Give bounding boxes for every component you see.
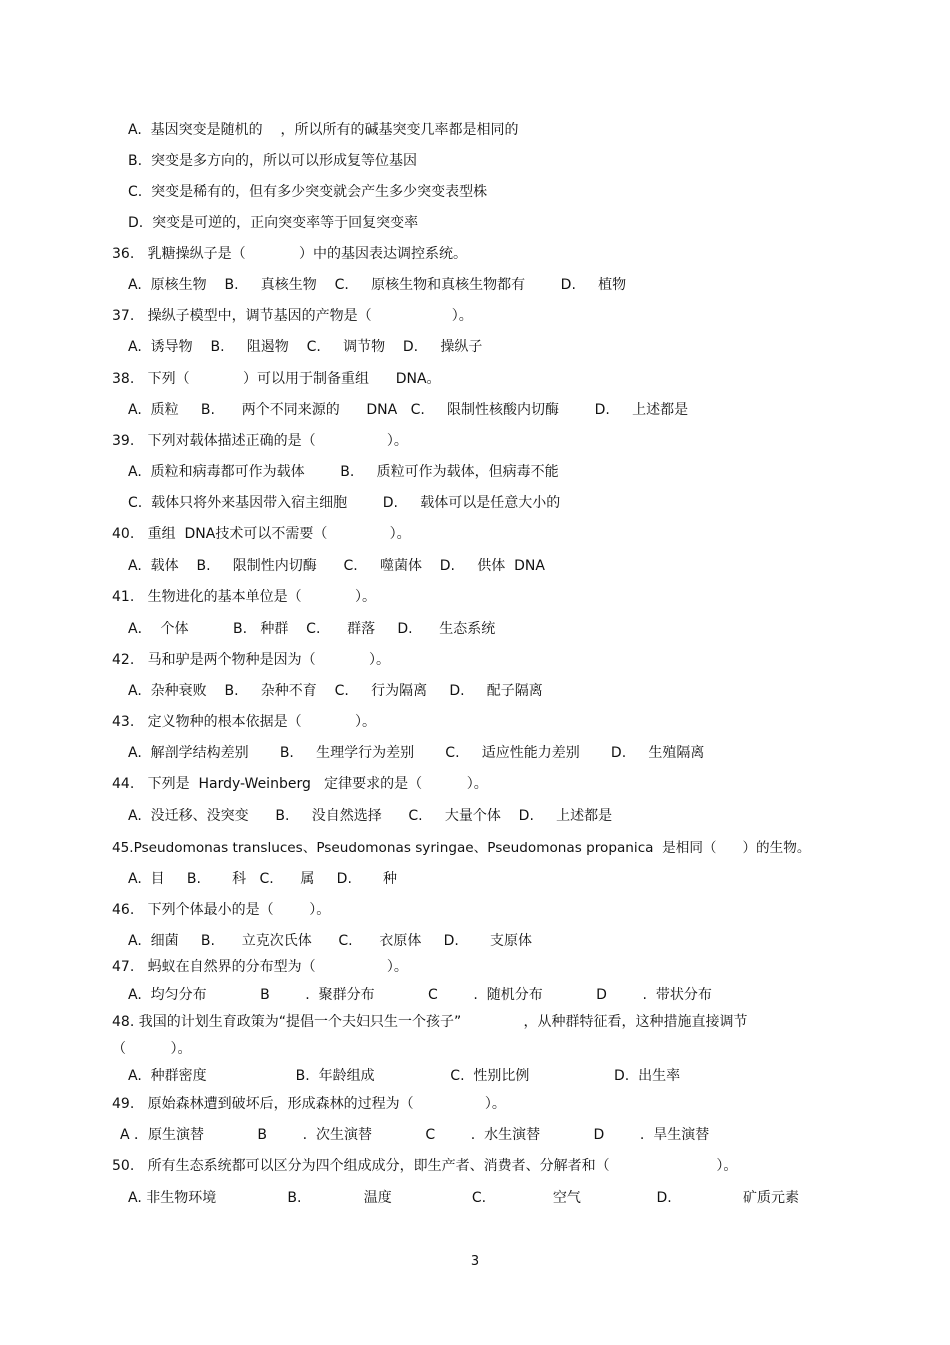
q35-option-b: B. 突变是多方向的，所以可以形成复等位基因 <box>128 153 417 169</box>
q39-options-ab: A. 质粒和病毒都可作为载体 B. 质粒可作为载体，但病毒不能 <box>128 464 559 480</box>
question-44: 44. 下列是 Hardy-Weinberg 定律要求的是（ ）。 <box>112 776 488 792</box>
question-48: 48. 我国的计划生育政策为“提倡一个夫妇只生一个孩子” ，从种群特征看，这种措施直接调节 <box>112 1014 748 1030</box>
q36-options: A. 原核生物 B. 真核生物 C. 原核生物和真核生物都有 D. 植物 <box>128 277 627 293</box>
page-number: 3 <box>470 1254 480 1269</box>
q35-option-c: C. 突变是稀有的，但有多少突变就会产生多少突变表型株 <box>128 184 488 200</box>
question-41: 41. 生物进化的基本单位是（ ）。 <box>112 589 377 605</box>
question-37: 37. 操纵子模型中，调节基因的产物是（ ）。 <box>112 308 473 324</box>
question-36: 36. 乳糖操纵子是（ ）中的基因表达调控系统。 <box>112 246 468 262</box>
q39-options-cd: C. 载体只将外来基因带入宿主细胞 D. 载体可以是任意大小的 <box>128 495 561 511</box>
question-46: 46. 下列个体最小的是（ ）。 <box>112 902 331 918</box>
question-43: 43. 定义物种的根本依据是（ ）。 <box>112 714 377 730</box>
question-49: 49. 原始森林遭到破坏后，形成森林的过程为（ ）。 <box>112 1096 506 1112</box>
q48-options: A. 种群密度 B. 年龄组成 C. 性别比例 D. 出生率 <box>128 1068 681 1084</box>
q49-options: A ．原生演替 B . 次生演替 C . 水生演替 D . 旱生演替 <box>120 1127 710 1143</box>
q50-options: A. 非生物环境 B. 温度 C. 空气 D. 矿质元素 <box>128 1190 799 1206</box>
question-50: 50. 所有生态系统都可以区分为四个组成成分，即生产者、消费者、分解者和（ ）。 <box>112 1158 738 1174</box>
question-45: 45.Pseudomonas transluces、Pseudomonas syringae、Pseudomonas propanica 是相同（ ）的生物。 <box>112 840 811 856</box>
q43-options: A. 解剖学结构差别 B. 生理学行为差别 C. 适应性能力差别 D. 生殖隔离 <box>128 745 705 761</box>
q35-option-a: A. 基因突变是随机的 ，所以所有的碱基突变几率都是相同的 <box>128 122 519 138</box>
q40-options: A. 载体 B. 限制性内切酶 C. 噬菌体 D. 供体 DNA <box>128 558 545 574</box>
q41-options: A． 个体 B. 种群 C. 群落 D. 生态系统 <box>128 621 496 637</box>
question-47: 47. 蚂蚁在自然界的分布型为（ ）。 <box>112 959 408 975</box>
q44-options: A. 没迁移、没突变 B. 没自然选择 C. 大量个体 D. 上述都是 <box>128 808 613 824</box>
q46-options: A. 细菌 B. 立克次氏体 C. 衣原体 D. 支原体 <box>128 933 532 949</box>
q35-option-d: D. 突变是可逆的，正向突变率等于回复突变率 <box>128 215 419 231</box>
q37-options: A. 诱导物 B. 阻遏物 C. 调节物 D. 操纵子 <box>128 339 483 355</box>
question-42: 42. 马和驴是两个物种是因为（ ）。 <box>112 652 391 668</box>
q42-options: A. 杂种衰败 B. 杂种不育 C. 行为隔离 D. 配子隔离 <box>128 683 543 699</box>
question-38: 38. 下列（ ）可以用于制备重组 DNA。 <box>112 371 441 387</box>
question-48-cont: （ ）。 <box>112 1041 192 1057</box>
q45-options: A. 目 B. 科 C. 属 D. 种 <box>128 871 398 887</box>
q38-options: A. 质粒 B. 两个不同来源的 DNA C. 限制性核酸内切酶 D. 上述都是 <box>128 402 689 418</box>
question-39: 39. 下列对载体描述正确的是（ ）。 <box>112 433 408 449</box>
q47-options: A. 均匀分布 B . 聚群分布 C . 随机分布 D . 带状分布 <box>128 987 712 1003</box>
question-40: 40. 重组 DNA技术可以不需要（ ）。 <box>112 526 411 542</box>
